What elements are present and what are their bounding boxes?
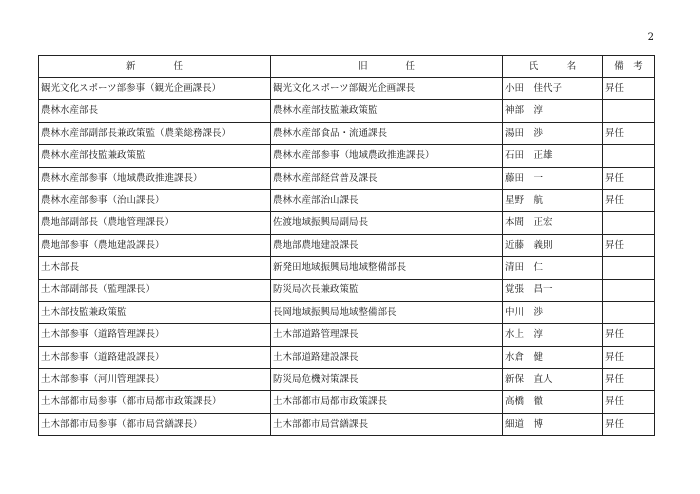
header-old-post: 旧 任 [271, 56, 503, 78]
old-post-cell: 土木部都市局営繕課長 [271, 413, 503, 435]
name-cell: 細道 博 [503, 413, 603, 435]
old-post-cell: 農地部農地建設課長 [271, 234, 503, 256]
new-post-cell: 農林水産部技監兼政策監 [39, 145, 271, 167]
new-post-cell: 土木部参事（道路管理課長） [39, 324, 271, 346]
table-row [39, 167, 655, 189]
new-post-cell: 農林水産部長 [39, 100, 271, 122]
new-post-cell: 土木部都市局参事（都市局都市政策課長） [39, 391, 271, 413]
name-cell: 新保 直人 [503, 369, 603, 391]
table-row [39, 145, 655, 167]
table-row [39, 212, 655, 234]
name-cell: 神部 淳 [503, 100, 603, 122]
name-cell: 覚張 昌一 [503, 279, 603, 301]
old-post-cell: 佐渡地域振興局副局長 [271, 212, 503, 234]
header-remarks: 備 考 [603, 56, 655, 78]
name-cell: 清田 仁 [503, 257, 603, 279]
name-cell: 近藤 義則 [503, 234, 603, 256]
table-row [39, 257, 655, 279]
new-post-cell: 農林水産部副部長兼政策監（農業総務課長） [39, 122, 271, 144]
table-row [39, 78, 655, 100]
table-row [39, 301, 655, 323]
table-row [39, 369, 655, 391]
new-post-cell: 農地部副部長（農地管理課長） [39, 212, 271, 234]
table-body [39, 78, 655, 436]
new-post-cell: 農地部参事（農地建設課長） [39, 234, 271, 256]
remarks-cell [603, 257, 655, 279]
name-cell: 中川 渉 [503, 301, 603, 323]
new-post-cell: 土木部長 [39, 257, 271, 279]
table-row [39, 100, 655, 122]
table-row [39, 122, 655, 144]
new-post-cell: 農林水産部参事（治山課長） [39, 189, 271, 211]
page-number: 2 [647, 32, 654, 43]
old-post-cell: 防災局危機対策課長 [271, 369, 503, 391]
name-cell: 星野 航 [503, 189, 603, 211]
name-cell: 石田 正雄 [503, 145, 603, 167]
old-post-cell: 防災局次長兼政策監 [271, 279, 503, 301]
new-post-cell: 土木部参事（道路建設課長） [39, 346, 271, 368]
remarks-cell [603, 279, 655, 301]
old-post-cell: 農林水産部経営普及課長 [271, 167, 503, 189]
remarks-cell: 昇任 [603, 369, 655, 391]
new-post-cell: 土木部副部長（監理課長） [39, 279, 271, 301]
old-post-cell: 長岡地域振興局地域整備部長 [271, 301, 503, 323]
remarks-cell [603, 145, 655, 167]
old-post-cell: 農林水産部参事（地域農政推進課長） [271, 145, 503, 167]
table-row [39, 413, 655, 435]
new-post-cell: 観光文化スポーツ部参事（観光企画課長） [39, 78, 271, 100]
name-cell: 湯田 渉 [503, 122, 603, 144]
remarks-cell: 昇任 [603, 122, 655, 144]
remarks-cell [603, 212, 655, 234]
old-post-cell: 土木部道路建設課長 [271, 346, 503, 368]
remarks-cell: 昇任 [603, 413, 655, 435]
table-row [39, 189, 655, 211]
remarks-cell [603, 100, 655, 122]
name-cell: 高橋 徹 [503, 391, 603, 413]
header-name: 氏 名 [503, 56, 603, 78]
new-post-cell: 土木部参事（河川管理課長） [39, 369, 271, 391]
name-cell: 藤田 一 [503, 167, 603, 189]
old-post-cell: 新発田地域振興局地域整備部長 [271, 257, 503, 279]
old-post-cell: 観光文化スポーツ部観光企画課長 [271, 78, 503, 100]
new-post-cell: 土木部都市局参事（都市局営繕課長） [39, 413, 271, 435]
name-cell: 水倉 健 [503, 346, 603, 368]
name-cell: 水上 淳 [503, 324, 603, 346]
remarks-cell: 昇任 [603, 189, 655, 211]
table-row [39, 279, 655, 301]
personnel-table [38, 55, 655, 436]
remarks-cell: 昇任 [603, 78, 655, 100]
new-post-cell: 農林水産部参事（地域農政推進課長） [39, 167, 271, 189]
old-post-cell: 農林水産部食品・流通課長 [271, 122, 503, 144]
remarks-cell: 昇任 [603, 234, 655, 256]
remarks-cell: 昇任 [603, 167, 655, 189]
table-row [39, 234, 655, 256]
table-row [39, 346, 655, 368]
remarks-cell: 昇任 [603, 346, 655, 368]
name-cell: 本間 正宏 [503, 212, 603, 234]
remarks-cell [603, 301, 655, 323]
old-post-cell: 農林水産部治山課長 [271, 189, 503, 211]
old-post-cell: 農林水産部技監兼政策監 [271, 100, 503, 122]
table-row [39, 391, 655, 413]
old-post-cell: 土木部道路管理課長 [271, 324, 503, 346]
remarks-cell: 昇任 [603, 391, 655, 413]
remarks-cell: 昇任 [603, 324, 655, 346]
table-header-row [39, 56, 655, 78]
header-new-post: 新 任 [39, 56, 271, 78]
old-post-cell: 土木部都市局都市政策課長 [271, 391, 503, 413]
table-row [39, 324, 655, 346]
new-post-cell: 土木部技監兼政策監 [39, 301, 271, 323]
name-cell: 小田 佳代子 [503, 78, 603, 100]
